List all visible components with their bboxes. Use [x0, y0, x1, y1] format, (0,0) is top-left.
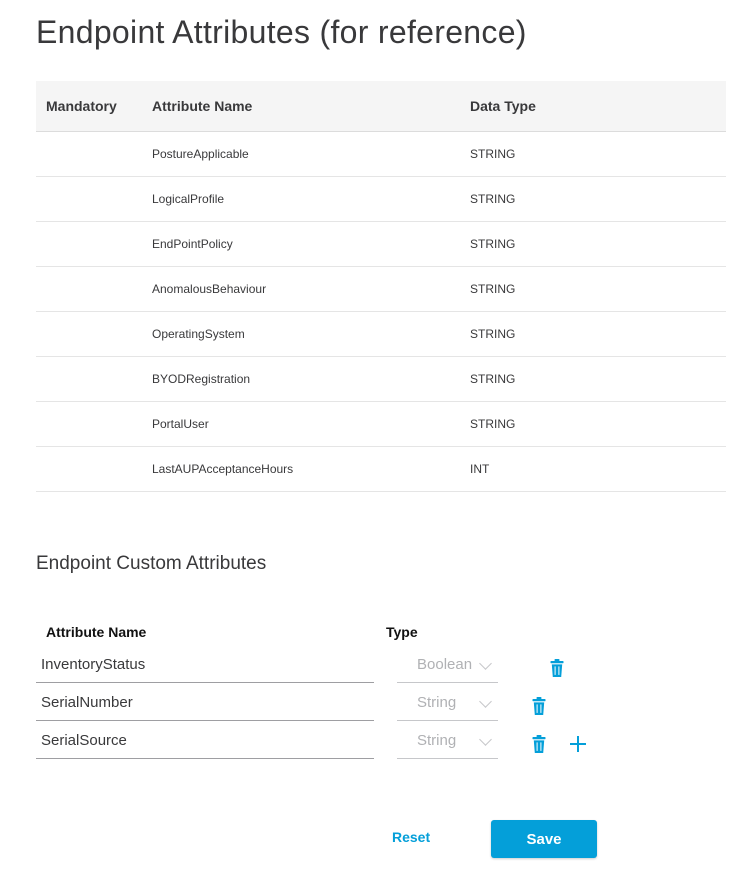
- trash-icon[interactable]: [550, 658, 564, 678]
- custom-header-type: Type: [386, 624, 418, 640]
- attribute-name-cell: OperatingSystem: [152, 327, 245, 341]
- custom-attributes-title: Endpoint Custom Attributes: [36, 553, 267, 574]
- attribute-name-cell: EndPointPolicy: [152, 237, 233, 251]
- attribute-name-input[interactable]: [36, 647, 374, 683]
- table-header: [36, 81, 726, 132]
- type-select-value: Boolean: [417, 656, 473, 673]
- type-select-value: String: [417, 732, 457, 749]
- table-row: [36, 132, 726, 177]
- type-select[interactable]: [397, 685, 498, 721]
- table-row: [36, 402, 726, 447]
- chevron-down-icon: [479, 695, 492, 708]
- save-button[interactable]: Save: [491, 820, 597, 858]
- page-title: Endpoint Attributes (for reference): [36, 14, 527, 50]
- header-mandatory: Mandatory: [46, 98, 117, 114]
- attribute-name-input[interactable]: [36, 723, 374, 759]
- type-select[interactable]: [397, 723, 498, 759]
- attribute-name-cell: BYODRegistration: [152, 372, 251, 386]
- reset-button[interactable]: Reset: [392, 829, 431, 845]
- header-attribute-name: Attribute Name: [152, 98, 253, 114]
- table-row: [36, 177, 726, 222]
- trash-icon[interactable]: [532, 734, 546, 754]
- type-select[interactable]: [397, 647, 498, 683]
- data-type-cell: STRING: [470, 237, 516, 251]
- table-row: [36, 357, 726, 402]
- custom-header-attribute-name: Attribute Name: [46, 624, 147, 640]
- data-type-cell: STRING: [470, 192, 516, 206]
- header-data-type: Data Type: [470, 98, 536, 114]
- data-type-cell: STRING: [470, 147, 516, 161]
- attribute-name-cell: LastAUPAcceptanceHours: [152, 462, 294, 476]
- chevron-down-icon: [479, 733, 492, 746]
- table-row: [36, 447, 726, 492]
- table-row: [36, 222, 726, 267]
- data-type-cell: STRING: [470, 327, 516, 341]
- attribute-name-cell: PostureApplicable: [152, 147, 249, 161]
- attribute-name-cell: PortalUser: [152, 417, 209, 431]
- plus-icon[interactable]: [570, 736, 586, 752]
- chevron-down-icon: [479, 657, 492, 670]
- custom-attribute-row: [36, 685, 606, 723]
- data-type-cell: STRING: [470, 372, 516, 386]
- table-row: [36, 267, 726, 312]
- custom-attribute-row: [36, 647, 606, 685]
- attribute-name-input[interactable]: [36, 685, 374, 721]
- endpoint-attributes-table: [36, 81, 726, 492]
- attribute-name-cell: LogicalProfile: [152, 192, 225, 206]
- custom-attribute-row: [36, 723, 606, 761]
- table-row: [36, 312, 726, 357]
- type-select-value: String: [417, 694, 457, 711]
- trash-icon[interactable]: [532, 696, 546, 716]
- data-type-cell: INT: [470, 462, 490, 476]
- data-type-cell: STRING: [470, 417, 516, 431]
- data-type-cell: STRING: [470, 282, 516, 296]
- attribute-name-cell: AnomalousBehaviour: [152, 282, 267, 296]
